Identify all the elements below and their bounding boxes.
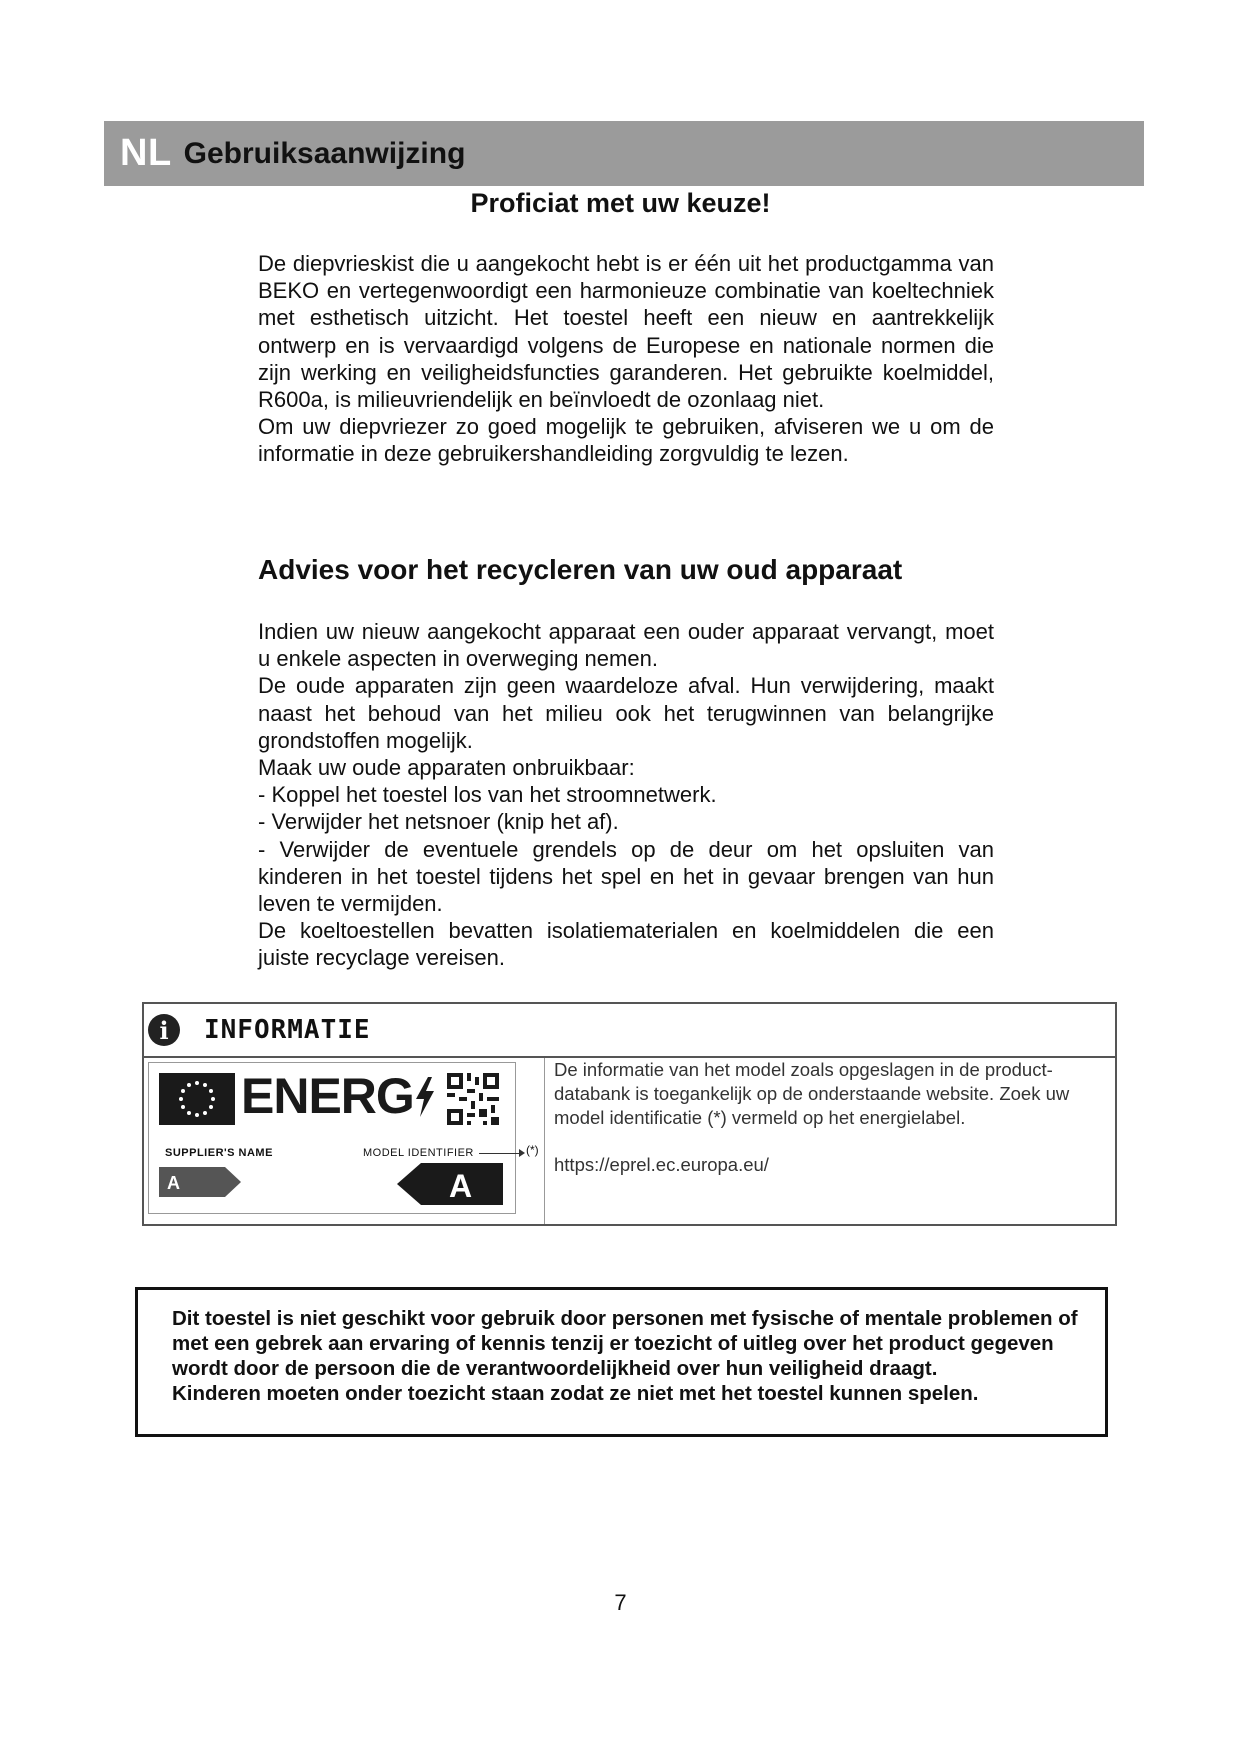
- page-number: 7: [614, 1590, 627, 1615]
- recycle-bullet: - Verwijder het netsnoer (knip het af).: [258, 809, 619, 835]
- congratulations-heading: Proficiat met uw keuze!: [470, 188, 771, 218]
- safety-warning-box: [135, 1287, 1108, 1437]
- information-description: De informatie van het model zoals opgeslagen in de product-databank is toegankelijk op de onderstaande website. Zoek uw model identificatie (*) vermeld op het energielabel.: [554, 1059, 1070, 1128]
- arrow-head-icon: [519, 1149, 525, 1157]
- energy-label: [148, 1062, 539, 1214]
- intro-section: [258, 250, 994, 468]
- info-icon: i: [148, 1014, 180, 1046]
- eprel-link[interactable]: https://eprel.ec.europa.eu/: [554, 1154, 769, 1175]
- energy-label-word: ENERG: [241, 1068, 414, 1124]
- supplier-name-label: SUPPLIER'S NAME: [165, 1147, 273, 1159]
- asterisk-reference: (*): [526, 1143, 539, 1157]
- energy-class-right-text: A: [449, 1168, 473, 1204]
- recycle-paragraph: De oude apparaten zijn geen waardeloze afval. Hun verwijdering, maakt naast het behoud van het milieu ook het terugwinnen van belangrijke grondstoffen mogelijk.: [258, 673, 994, 753]
- language-code: NL: [120, 132, 172, 174]
- energy-class-arrow-left: [159, 1167, 241, 1197]
- recycle-bullet: - Verwijder de eventuele grendels op de deur om het opsluiten van kinderen in het toestel tijdens het spel en het in gevaar brengen van hun leven te vermijden.: [258, 836, 994, 917]
- model-identifier-label: MODEL IDENTIFIER: [363, 1147, 474, 1159]
- recycle-heading: Advies voor het recycleren van uw oud apparaat: [258, 554, 903, 585]
- energy-class-left-text: A: [167, 1173, 180, 1193]
- recycle-paragraph: De koeltoestellen bevatten isolatiematerialen en koelmiddelen die een juiste recyclage vereisen.: [258, 918, 994, 971]
- info-divider: [544, 1058, 545, 1224]
- energy-class-arrow-right: [397, 1163, 503, 1205]
- warning-paragraph: Dit toestel is niet geschikt voor gebruik door personen met fysische of mentale problemen of met een gebrek aan ervaring of kennis tenzij er toezicht of uitleg over het product gegeven wordt door de persoon die de verantwoordelijkheid over hun veiligheid draagt.: [172, 1307, 1078, 1380]
- information-header: [144, 1004, 1115, 1058]
- intro-paragraph-advice: Om uw diepvriezer zo goed mogelijk te gebruiken, afviseren we u om de informatie in deze gebruikershandleiding zorgvuldig te lezen.: [258, 414, 994, 467]
- intro-paragraph: De diepvrieskist die u aangekocht hebt is er één uit het productgamma van BEKO en vertegenwoordigt een harmonieuze combinatie van koeltechniek met esthetisch uitzicht. Het toestel heeft een nieuw en aantrekkelijk ontwerp en is vervaardigd volgens de Europese en nationale normen die zijn werking en veiligheidsfuncties garanderen. Het gebruikte koelmiddel, R600a, is milieuvriendelijk en beïnvloedt de ozonlaag niet.: [258, 251, 994, 413]
- recycle-section: [258, 618, 994, 972]
- eu-flag-icon: [159, 1073, 235, 1125]
- header-bar: [104, 121, 1144, 186]
- warning-children-paragraph: Kinderen moeten onder toezicht staan zodat ze niet met het toestel kunnen spelen.: [172, 1382, 979, 1405]
- arrow-line: [479, 1153, 521, 1154]
- qr-code-icon: [447, 1073, 499, 1125]
- lightning-icon: [414, 1077, 436, 1117]
- document-title: Gebruiksaanwijzing: [183, 136, 466, 170]
- recycle-bullet: - Koppel het toestel los van het stroomnetwerk.: [258, 782, 717, 808]
- energy-label-title: [241, 1067, 436, 1125]
- recycle-paragraph: Maak uw oude apparaten onbruikbaar:: [258, 755, 635, 781]
- information-title: INFORMATIE: [204, 1015, 371, 1045]
- information-box: [142, 1002, 1117, 1226]
- recycle-paragraph: Indien uw nieuw aangekocht apparaat een ouder apparaat vervangt, moet u enkele aspecten in overweging nemen.: [258, 619, 994, 672]
